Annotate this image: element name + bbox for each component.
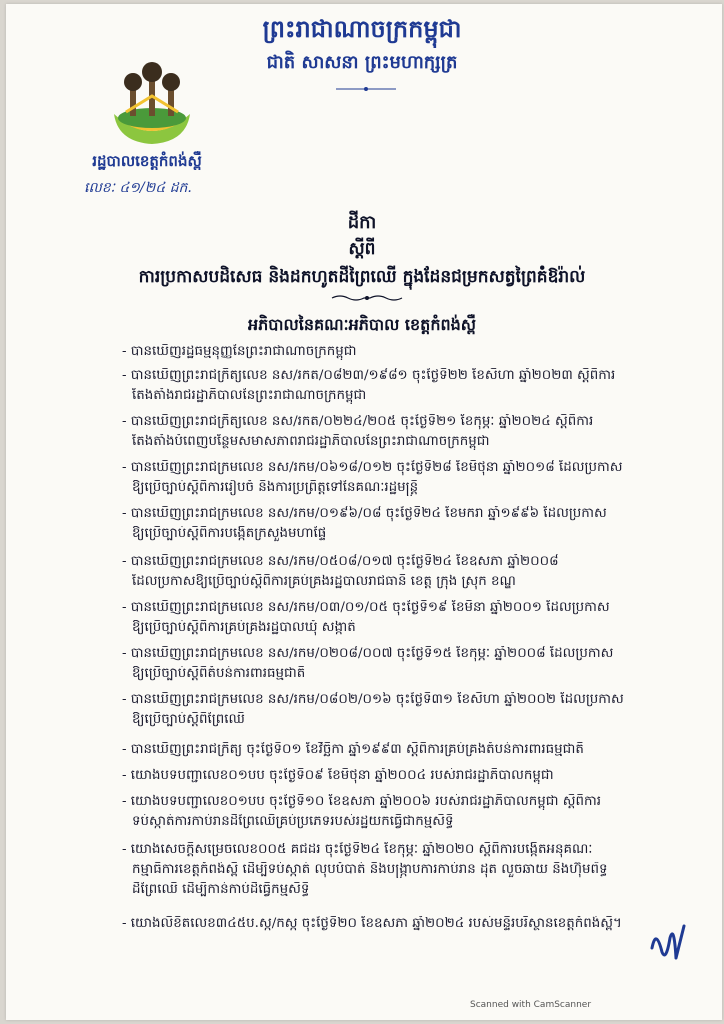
list-item: តែងតាំងរាជរដ្ឋាភិបាលនៃព្រះរាជាណាចក្រកម្ពុជា	[132, 388, 367, 403]
list-item: - បានឃើញព្រះរាជក្រឹត្យលេខ នស/រកត/០២២៤/២០៥ ចុះថ្ងៃទី២១ ខែកុម្ភៈ ឆ្នាំ២០២៤ ស្ដីពីការ	[122, 414, 594, 429]
list-item: - បានឃើញរដ្ឋធម្មនុញ្ញនៃព្រះរាជាណាចក្រកម្ពុជា	[122, 344, 357, 359]
list-item: - បានឃើញព្រះរាជក្រឹត្យ ចុះថ្ងៃទី០១ ខែវិច្ឆិកា ឆ្នាំ១៩៩៣ ស្ដីពីការគ្រប់គ្រងតំបន់ការពារធម្មជាតិ	[122, 742, 584, 757]
document-type: ដីកា	[347, 212, 377, 233]
list-item: ដីព្រៃឈើ ដើម្បីកាន់កាប់ដីធ្វើកម្មសិទ្ធិ	[132, 882, 310, 897]
list-item: ឱ្យប្រើច្បាប់ស្ដីពីការគ្រប់គ្រងរដ្ឋបាលឃុំ សង្កាត់	[132, 620, 356, 635]
provincial-emblem-icon	[106, 56, 198, 146]
issuing-authority: អភិបាលនៃគណៈអភិបាល ខេត្តកំពង់ស្ពឺ	[247, 315, 477, 334]
initial-signature-icon	[646, 918, 686, 964]
header-ornament	[336, 86, 396, 92]
document-title: ការប្រកាសបដិសេធ និងដកហូតដីព្រៃឈើ ក្នុងដែនជម្រកសត្វព្រៃគំ់ឱរ៉ាល់	[138, 267, 586, 287]
list-item: - បានឃើញព្រះរាជក្រមលេខ នស/រកម/០៣/០១/០៥ ចុះថ្ងៃទី១៩ ខែមីនា ឆ្នាំ២០០១ ដែលប្រកាស	[122, 600, 610, 615]
list-item: ឱ្យប្រើច្បាប់ស្ដីពីតំបន់ការពារធម្មជាតិ	[132, 666, 306, 681]
list-item: - បានឃើញព្រះរាជក្រមលេខ នស/រកម/០១៩៦/០៨ ចុះថ្ងៃទី២៤ ខែមករា ឆ្នាំ១៩៩៦ ដែលប្រកាស	[122, 506, 607, 521]
document-subject-label: ស្ដីពី	[348, 239, 376, 259]
list-item: - យោងបទបញ្ជាលេខ០១បប ចុះថ្ងៃទី០៩ ខែមិថុនា ឆ្នាំ២០០៤ របស់រាជរដ្ឋាភិបាលកម្ពុជា	[122, 768, 554, 783]
scanner-watermark: Scanned with CamScanner	[470, 1000, 592, 1010]
reference-number: លេខៈ ៤១/២៤ ដក.	[84, 180, 192, 196]
list-item: - បានឃើញព្រះរាជក្រមលេខ នស/រកម/០៥០៨/០១៧ ចុះថ្ងៃទី២៤ ខែឧសភា ឆ្នាំ២០០៨	[122, 554, 559, 569]
list-item: ទប់ស្កាត់ការកាប់រានដីព្រៃឈើគ្រប់ប្រភេទរបស់រដ្ឋយកធ្វើជាកម្មសិទ្ធិ	[132, 814, 454, 829]
list-item: ឱ្យប្រើច្បាប់ស្ដីពីព្រៃឈើ	[132, 712, 245, 727]
title-ornament	[330, 294, 404, 302]
list-item: - បានឃើញព្រះរាជក្រមលេខ នស/រកម/០៦១៨/០១២ ចុះថ្ងៃទី២៨ ខែមិថុនា ឆ្នាំ២០១៨ ដែលប្រកាស	[122, 460, 623, 475]
list-item: - បានឃើញព្រះរាជក្រឹត្យលេខ នស/រកត/០៨២៣/១៩៨១ ចុះថ្ងៃទី២២ ខែសីហា ឆ្នាំ២០២៣ ស្ដីពីការ	[122, 368, 616, 383]
national-motto: ជាតិ សាសនា ព្រះមហាក្សត្រ	[266, 52, 458, 73]
list-item: តែងតាំងបំពេញបន្ថែមសមាសភាពរាជរដ្ឋាភិបាលនៃព្រះរាជាណាចក្រកម្ពុជា	[132, 434, 490, 449]
list-item: - បានឃើញព្រះរាជក្រមលេខ នស/រកម/០៨០២/០១៦ ចុះថ្ងៃទី៣១ ខែសីហា ឆ្នាំ២០០២ ដែលប្រកាស	[122, 692, 624, 707]
issuer-name: រដ្ឋបាលខេត្តកំពង់ស្ពឺ	[92, 152, 202, 170]
list-item: ឱ្យប្រើច្បាប់ស្ដីពីការរៀបចំ និងការប្រព្រឹត្តទៅនៃគណៈរដ្ឋមន្ត្រី	[132, 480, 419, 495]
list-item: - យោងបទបញ្ជាលេខ០១បប ចុះថ្ងៃទី១០ ខែឧសភា ឆ្នាំ២០០៦ របស់រាជរដ្ឋាភិបាលកម្ពុជា ស្ដីពីការ	[122, 794, 601, 809]
list-item: - បានឃើញព្រះរាជក្រមលេខ នស/រកម/០២០៨/០០៧ ចុះថ្ងៃទី១៥ ខែកុម្ភៈ ឆ្នាំ២០០៨ ដែលប្រកាស	[122, 646, 614, 661]
list-item: កម្មាធិការខេត្តកំពង់ស្ពឺ ដើម្បីទប់ស្កាត់ លុបបំបាត់ និងបង្ក្រាបការកាប់រាន ដុត លួចឆាយ និងហ៊ុមព័ទ្ធ	[132, 862, 608, 877]
kingdom-heading: ព្រះរាជាណាចក្រកម្ពុជា	[262, 14, 462, 43]
list-item: - យោងសេចក្ដីសម្រេចលេខ០០៥ គជដរ ចុះថ្ងៃទី២៤ ខែកុម្ភៈ ឆ្នាំ២០២០ ស្ដីពីការបង្កើតអនុគណៈ	[122, 842, 593, 857]
list-item: - យោងលិខិតលេខ៣៤៥ប.ស្ក/កស្ក ចុះថ្ងៃទី២០ ខែឧសភា ឆ្នាំ២០២៤ របស់មន្ទីរបរិស្ថានខេត្តកំពង់ស្ពឺ។	[122, 916, 622, 931]
list-item: ដែលប្រកាសឱ្យប្រើច្បាប់ស្ដីពីការគ្រប់គ្រងរដ្ឋបាលរាជធានី ខេត្ត ក្រុង ស្រុក ខណ្ឌ	[132, 574, 516, 589]
list-item: ឱ្យប្រើច្បាប់ស្ដីពីការបង្កើតក្រសួងមហាផ្ទៃ	[132, 526, 327, 541]
